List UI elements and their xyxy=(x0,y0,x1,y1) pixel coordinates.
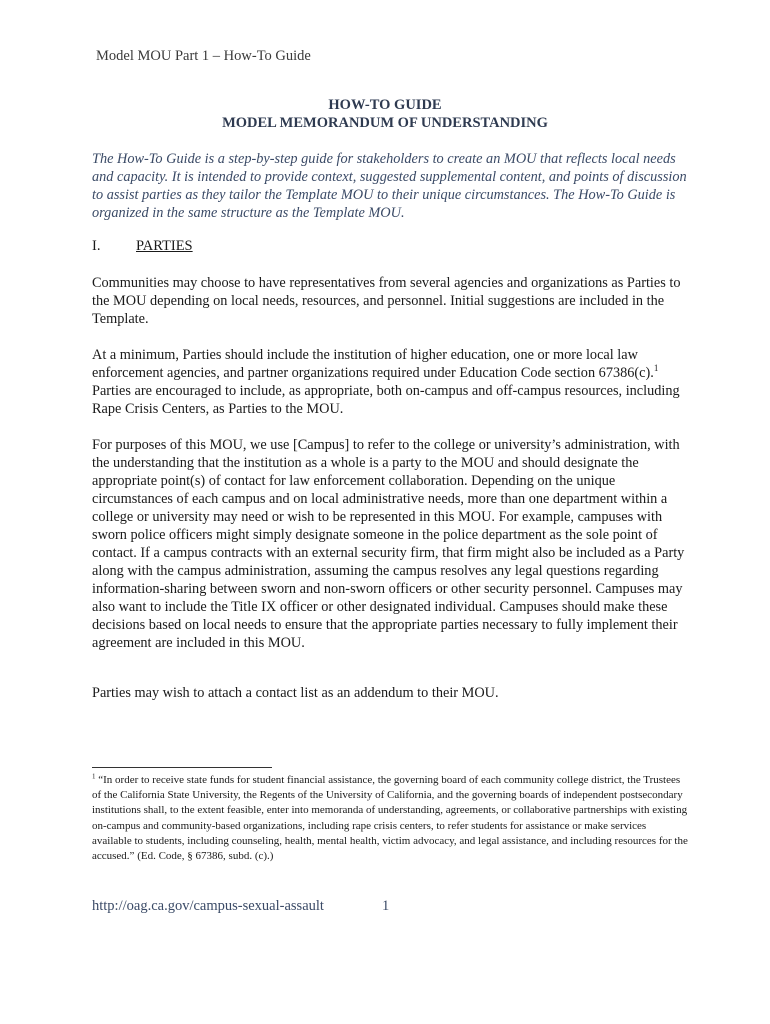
footnote xyxy=(92,773,688,864)
paragraph-2-text-b: Parties are encouraged to include, as appropriate, both on-campus and off-campus resources, including Rape Crisis Centers, as Parties to the MOU. xyxy=(92,383,680,417)
section-title: PARTIES xyxy=(136,238,193,254)
footnote-reference[interactable]: 1 xyxy=(653,363,659,374)
running-header: Model MOU Part 1 – How-To Guide xyxy=(96,48,311,64)
footnote-divider xyxy=(92,767,272,768)
paragraph-4: Parties may wish to attach a contact list as an addendum to their MOU. xyxy=(92,685,499,701)
page-number: 1 xyxy=(382,898,390,914)
section-heading xyxy=(92,238,193,255)
paragraph-3: For purposes of this MOU, we use [Campus] to refer to the college or university’s administration, with the understanding that the institution as a whole is a party to the MOU and should designate the appropriate point(s) of contact for law enforcement collaboration. Depending on the unique circumstances of each campus and on local administrative needs, more than one department within a college or university may need or wish to be represented in this MOU. For example, campuses with sworn police officers might simply designate someone in the police department as the sole point of contact. If a campus contracts with an external security firm, that firm might also be included as a Party along with the campus administration, assuming the campus resolves any legal questions regarding information-sharing between sworn and non-sworn officers or other security personnel. Campuses may also want to include the Title IX officer or other designated individual. Campuses should make these decisions based on local needs to ensure that the appropriate parties necessary to fully implement their agreement are included in this MOU. xyxy=(92,437,685,651)
footer-url-link[interactable]: http://oag.ca.gov/campus-sexual-assault xyxy=(92,898,324,914)
paragraph-1: Communities may choose to have representatives from several agencies and organizations as Parties to the MOU depending on local needs, resources, and personnel. Initial suggestions are included in the Template. xyxy=(92,275,681,327)
paragraph-2-text-a: At a minimum, Parties should include the institution of higher education, one or more local law enforcement agencies, and partner organizations required under Education Code section 67386(c). xyxy=(92,347,654,381)
title-line-2: MODEL MEMORANDUM OF UNDERSTANDING xyxy=(222,115,548,131)
section-number: I. xyxy=(92,238,101,254)
intro-paragraph: The How-To Guide is a step-by-step guide for stakeholders to create an MOU that reflects local needs and capacity. It is intended to provide context, suggested supplemental content, and points of discussion to assist parties as they tailor the Template MOU to their unique circumstances. The How-To Guide is organized in the same structure as the Template MOU. xyxy=(92,151,687,221)
footnote-marker: 1 xyxy=(92,772,96,781)
title-line-1: HOW-TO GUIDE xyxy=(328,97,442,113)
document-title xyxy=(0,96,770,132)
paragraph-2 xyxy=(92,346,686,418)
footnote-text: “In order to receive state funds for student financial assistance, the governing board of each community college district, the Trustees of the California State University, the Regents of the University of California, and the governing boards of independent postsecondary institutions shall, to the extent feasible, enter into memoranda of understanding, agreements, or collaborative partnerships with existing on-campus and community-based organizations, including rape crisis centers, to refer students for assistance or make services available to students, including counseling, health, mental health, victim advocacy, and legal assistance, and including resources for the accused.” (Ed. Code, § 67386, subd. (c).) xyxy=(92,774,688,863)
